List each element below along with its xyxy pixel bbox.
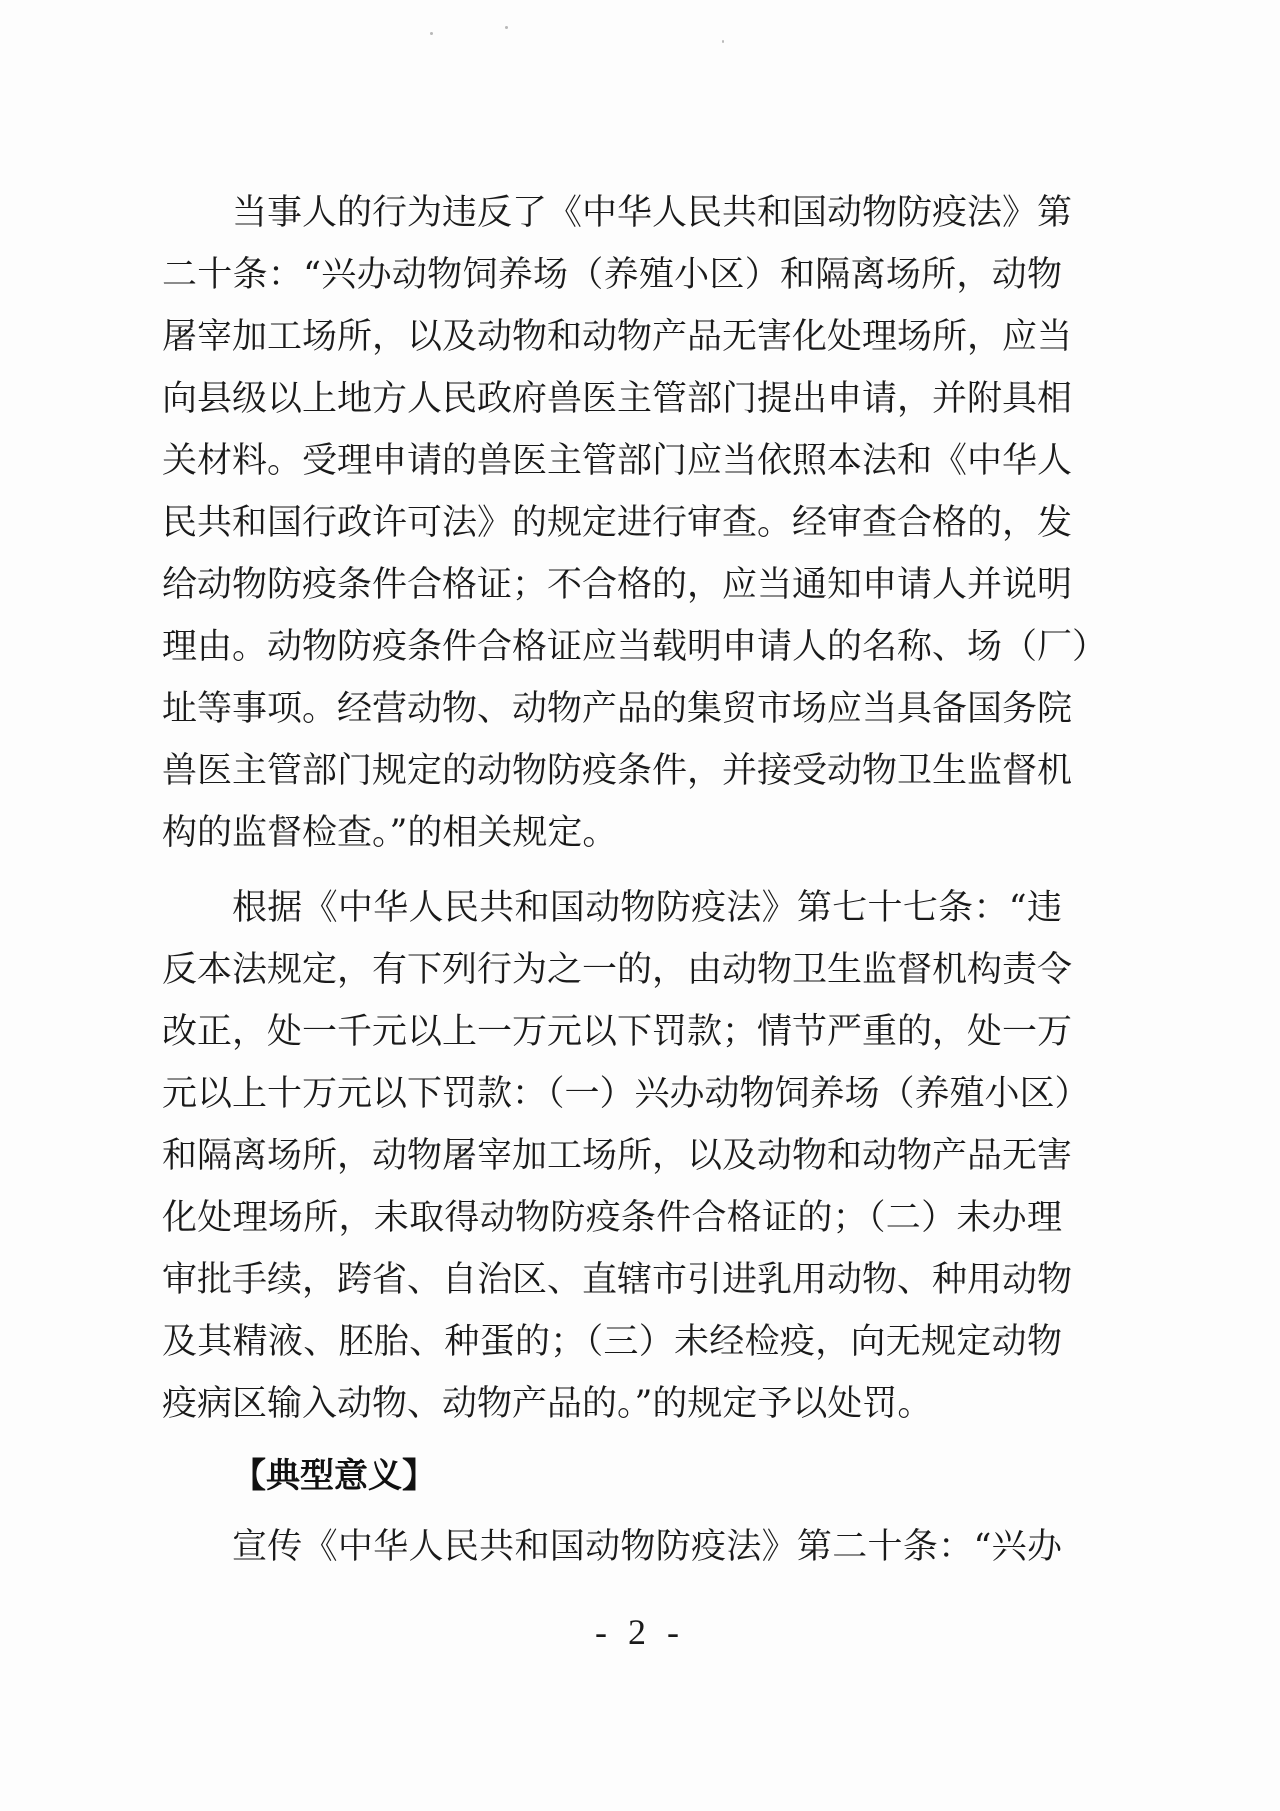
paragraph-1-line: 民共和国行政许可法》的规定进行审查。经审查合格的，发: [162, 503, 1073, 543]
paragraph-1-line: 关材料。受理申请的兽医主管部门应当依照本法和《中华人: [162, 441, 1073, 481]
paragraph-1-line: 理由。动物防疫条件合格证应当载明申请人的名称、场（厂）: [162, 627, 1108, 667]
paragraph-2-line: 审批手续，跨省、自治区、直辖市引进乳用动物、种用动物: [162, 1260, 1073, 1300]
scan-speck: [722, 40, 724, 43]
paragraph-1-line: 兽医主管部门规定的动物防疫条件，并接受动物卫生监督机: [162, 751, 1073, 791]
paragraph-2-line: 化处理场所，未取得动物防疫条件合格证的；（二）未办理: [162, 1198, 1062, 1238]
paragraph-2-line: 改正，处一千元以上一万元以下罚款；情节严重的，处一万: [162, 1012, 1073, 1052]
paragraph-2-line: 疫病区输入动物、动物产品的。”的规定予以处罚。: [162, 1384, 933, 1424]
paragraph-1-line: 屠宰加工场所，以及动物和动物产品无害化处理场所，应当: [162, 317, 1073, 357]
paragraph-1-line: 址等事项。经营动物、动物产品的集贸市场应当具备国务院: [162, 689, 1073, 729]
scan-speck: [505, 26, 508, 29]
paragraph-1-line: 当事人的行为违反了《中华人民共和国动物防疫法》第: [232, 193, 1073, 233]
paragraph-2-line: 及其精液、胚胎、种蛋的；（三）未经检疫，向无规定动物: [162, 1322, 1062, 1362]
paragraph-2-line: 反本法规定，有下列行为之一的，由动物卫生监督机构责令: [162, 950, 1073, 990]
scan-speck: [430, 32, 433, 35]
paragraph-3-line: 宣传《中华人民共和国动物防疫法》第二十条：“兴办: [232, 1527, 1062, 1567]
paragraph-1-line: 向县级以上地方人民政府兽医主管部门提出申请，并附具相: [162, 379, 1073, 419]
paragraph-1-line: 给动物防疫条件合格证；不合格的，应当通知申请人并说明: [162, 565, 1073, 605]
paragraph-2-line: 元以上十万元以下罚款：（一）兴办动物饲养场（养殖小区）: [162, 1074, 1090, 1114]
section-heading: 【典型意义】: [232, 1456, 436, 1496]
paragraph-1-line: 二十条：“兴办动物饲养场（养殖小区）和隔离场所，动物: [162, 255, 1062, 295]
paragraph-2-line: 根据《中华人民共和国动物防疫法》第七十七条：“违: [232, 888, 1062, 928]
paragraph-1-line: 构的监督检查。”的相关规定。: [162, 813, 618, 853]
page-number: - 2 -: [595, 1612, 685, 1652]
paragraph-2-line: 和隔离场所，动物屠宰加工场所，以及动物和动物产品无害: [162, 1136, 1073, 1176]
